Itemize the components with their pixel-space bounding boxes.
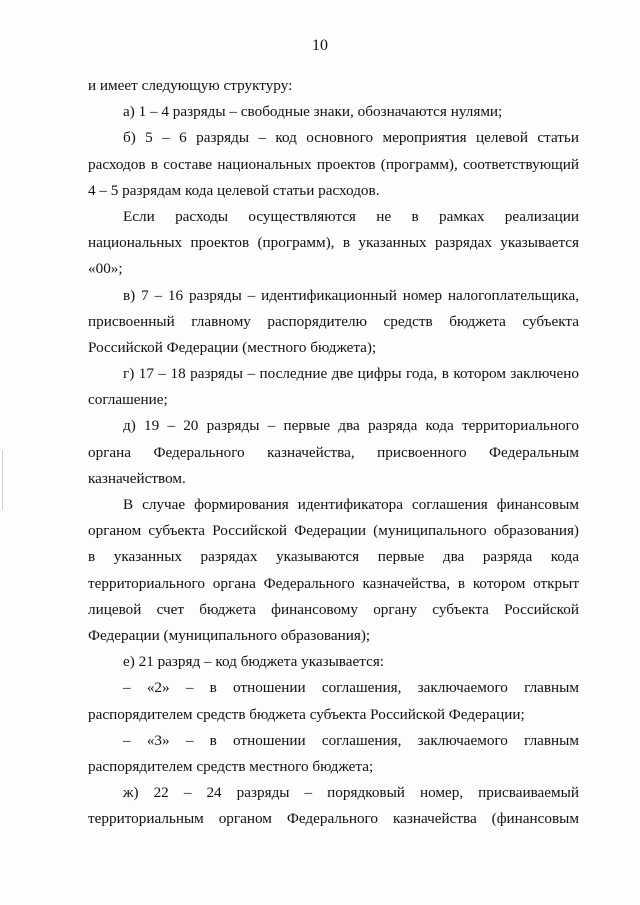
text-line: – «3» – в отношении соглашения, заключаемого главным: [123, 731, 579, 749]
text-line: в указанных разрядах указываются первые два разряда кода: [88, 548, 579, 566]
text-line: соглашение;: [88, 391, 168, 409]
paragraph-item-a: [88, 99, 579, 125]
text-line: б) 5 – 6 разряды – код основного мероприятия целевой статьи: [123, 129, 579, 147]
text-line: Федерации (муниципального образования);: [88, 626, 371, 644]
text-line: г) 17 – 18 разряды – последние две цифры года, в котором заключено: [123, 365, 579, 383]
text-line: территориальным органом Федерального казначейства (финансовым: [88, 810, 579, 828]
text-line: Российской Федерации (местного бюджета);: [88, 338, 377, 356]
paragraph-item-zh: [88, 780, 579, 832]
text-line: В случае формирования идентификатора соглашения финансовым: [123, 496, 579, 513]
text-line: ж) 22 – 24 разряды – порядковый номер, присваиваемый: [123, 784, 579, 802]
paragraph-code-3: [88, 728, 579, 780]
text-line: а) 1 – 4 разряды – свободные знаки, обозначаются нулями;: [123, 103, 503, 121]
paragraph-structure-intro: [88, 73, 579, 99]
paragraph-if-not-national-projects: [88, 204, 579, 283]
text-line: д) 19 – 20 разряды – первые два разряда кода территориального: [123, 417, 579, 435]
scan-artifact: [2, 450, 3, 510]
text-line: Если расходы осуществляются не в рамках реализации: [123, 207, 579, 225]
text-line: расходов в составе национальных проектов (программ), соответствующий: [88, 155, 579, 173]
paragraph-code-2: [88, 675, 579, 727]
text-line: распорядителем средств бюджета субъекта Российской Федерации;: [88, 705, 525, 723]
paragraph-item-b: [88, 125, 579, 204]
text-line: органом субъекта Российской Федерации (муниципального образования): [88, 522, 579, 540]
paragraph-item-v: [88, 283, 579, 362]
text-line: распорядителем средств местного бюджета;: [88, 757, 374, 775]
paragraph-item-e: [88, 649, 579, 675]
text-line: и имеет следующую структуру:: [88, 77, 293, 94]
paragraph-financial-body-case: [88, 492, 579, 649]
document-body: [88, 73, 579, 832]
text-line: присвоенный главному распорядителю средств бюджета субъекта: [88, 312, 579, 330]
paragraph-item-g: [88, 361, 579, 413]
text-line: в) 7 – 16 разряды – идентификационный номер налогоплательщика,: [123, 286, 579, 304]
text-line: национальных проектов (программ), в указанных разрядах указывается: [88, 234, 579, 252]
text-line: территориального органа Федерального казначейства, в котором открыт: [88, 574, 579, 592]
page-number: 10: [312, 37, 328, 54]
text-line: 4 – 5 разрядам кода целевой статьи расходов.: [88, 181, 380, 199]
text-line: органа Федерального казначейства, присвоенного Федеральным: [88, 443, 579, 461]
text-line: «00»;: [88, 260, 123, 278]
paragraph-item-d: [88, 413, 579, 492]
text-line: е) 21 разряд – код бюджета указывается:: [123, 653, 385, 671]
text-line: лицевой счет бюджета финансовому органу субъекта Российской: [88, 600, 579, 618]
text-line: – «2» – в отношении соглашения, заключаемого главным: [123, 679, 579, 697]
text-line: казначейством.: [88, 469, 186, 487]
